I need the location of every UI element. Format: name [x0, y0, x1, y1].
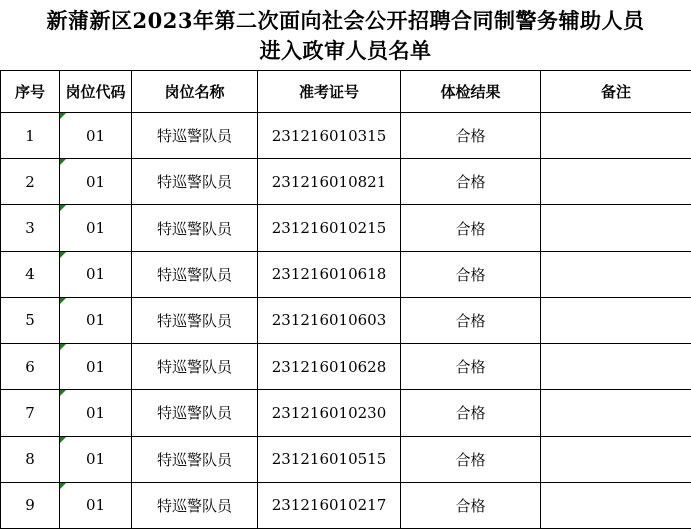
cell-ticket: 231216010215 [258, 205, 401, 251]
cell-ticket: 231216010230 [258, 390, 401, 436]
cell-ticket: 231216010515 [258, 436, 401, 482]
cell-remark [541, 344, 691, 390]
cell-result: 合格 [401, 390, 541, 436]
cell-remark [541, 482, 691, 528]
cell-seq: 7 [1, 390, 60, 436]
number-stored-as-text-indicator-icon [60, 205, 66, 211]
cell-seq: 2 [1, 159, 60, 205]
cell-remark [541, 390, 691, 436]
table-row [1, 205, 691, 251]
cell-position: 特巡警队员 [132, 113, 258, 159]
table-header-row [1, 71, 691, 113]
cell-position: 特巡警队员 [132, 482, 258, 528]
cell-result: 合格 [401, 205, 541, 251]
cell-ticket: 231216010315 [258, 113, 401, 159]
cell-code: 01 [60, 482, 132, 528]
roster-table [0, 70, 691, 529]
cell-result: 合格 [401, 297, 541, 343]
header-physical-result: 体检结果 [401, 71, 541, 113]
cell-seq: 3 [1, 205, 60, 251]
header-seq: 序号 [1, 71, 60, 113]
cell-seq: 4 [1, 251, 60, 297]
header-ticket-number: 准考证号 [258, 71, 401, 113]
title-line-2: 进入政审人员名单 [259, 38, 432, 63]
document-title [0, 0, 691, 70]
cell-code: 01 [60, 297, 132, 343]
cell-remark [541, 436, 691, 482]
cell-ticket: 231216010603 [258, 297, 401, 343]
title-line-1: 新蒲新区2023年第二次面向社会公开招聘合同制警务辅助人员 [46, 8, 645, 33]
number-stored-as-text-indicator-icon [60, 113, 66, 119]
cell-position: 特巡警队员 [132, 344, 258, 390]
cell-code: 01 [60, 205, 132, 251]
cell-seq: 8 [1, 436, 60, 482]
table-row [1, 344, 691, 390]
cell-ticket: 231216010628 [258, 344, 401, 390]
table-row [1, 251, 691, 297]
header-position-name: 岗位名称 [132, 71, 258, 113]
cell-seq: 5 [1, 297, 60, 343]
cell-code: 01 [60, 159, 132, 205]
number-stored-as-text-indicator-icon [60, 483, 66, 489]
cell-result: 合格 [401, 113, 541, 159]
table-row [1, 482, 691, 528]
cell-position: 特巡警队员 [132, 390, 258, 436]
cell-remark [541, 251, 691, 297]
number-stored-as-text-indicator-icon [60, 159, 66, 165]
cell-code: 01 [60, 436, 132, 482]
number-stored-as-text-indicator-icon [60, 298, 66, 304]
number-stored-as-text-indicator-icon [60, 390, 66, 396]
cell-position: 特巡警队员 [132, 205, 258, 251]
cell-result: 合格 [401, 482, 541, 528]
cell-seq: 1 [1, 113, 60, 159]
cell-seq: 9 [1, 482, 60, 528]
table-row [1, 297, 691, 343]
cell-code: 01 [60, 113, 132, 159]
table-body [1, 113, 691, 529]
cell-position: 特巡警队员 [132, 297, 258, 343]
cell-ticket: 231216010618 [258, 251, 401, 297]
cell-position: 特巡警队员 [132, 251, 258, 297]
number-stored-as-text-indicator-icon [60, 437, 66, 443]
cell-remark [541, 297, 691, 343]
cell-ticket: 231216010821 [258, 159, 401, 205]
cell-remark [541, 113, 691, 159]
cell-code: 01 [60, 344, 132, 390]
table-row [1, 436, 691, 482]
cell-position: 特巡警队员 [132, 159, 258, 205]
table-row [1, 113, 691, 159]
table-row [1, 159, 691, 205]
cell-result: 合格 [401, 344, 541, 390]
cell-remark [541, 159, 691, 205]
cell-result: 合格 [401, 251, 541, 297]
number-stored-as-text-indicator-icon [60, 344, 66, 350]
number-stored-as-text-indicator-icon [60, 252, 66, 258]
header-remark: 备注 [541, 71, 691, 113]
cell-code: 01 [60, 390, 132, 436]
cell-remark [541, 205, 691, 251]
cell-seq: 6 [1, 344, 60, 390]
cell-ticket: 231216010217 [258, 482, 401, 528]
cell-position: 特巡警队员 [132, 436, 258, 482]
cell-result: 合格 [401, 159, 541, 205]
cell-code: 01 [60, 251, 132, 297]
cell-result: 合格 [401, 436, 541, 482]
header-position-code: 岗位代码 [60, 71, 132, 113]
table-row [1, 390, 691, 436]
